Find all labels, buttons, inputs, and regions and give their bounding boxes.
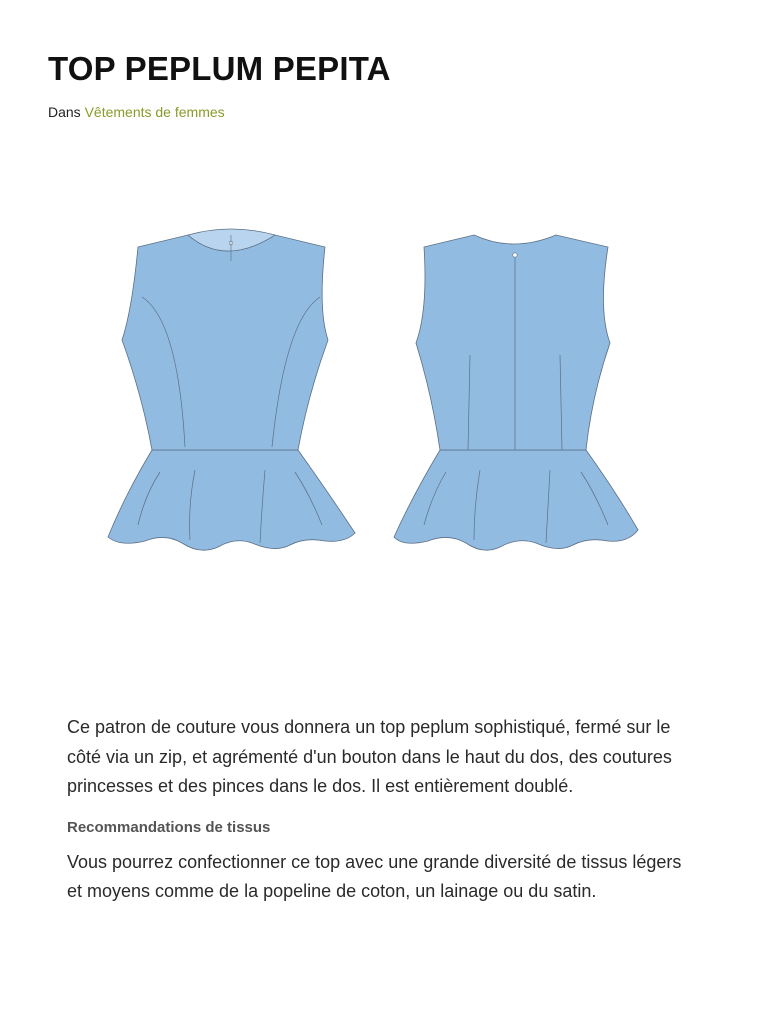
page-title: TOP PEPLUM PEPITA xyxy=(48,50,391,87)
front-bodice xyxy=(122,235,328,450)
category-prefix: Dans xyxy=(48,104,81,120)
fabric-subheading: Recommandations de tissus xyxy=(67,818,271,836)
back-view xyxy=(394,235,638,550)
back-bodice xyxy=(416,235,610,450)
back-button-icon xyxy=(513,253,517,257)
fabric-recommendation-text: Vous pourrez confectionner ce top avec une grande diversité de tissus légers et moyens comme de la popeline de coton, un lainage ou du satin. xyxy=(67,851,682,901)
back-peplum xyxy=(394,450,638,550)
category-link[interactable]: Vêtements de femmes xyxy=(84,104,225,120)
breadcrumb xyxy=(48,104,225,120)
description-text: Ce patron de couture vous donnera un top peplum sophistiqué, fermé sur le côté via un zip, et agrémenté d'un bouton dans le haut du dos, des coutures princesses et des pinces dans le dos. Il est entièrement doublé. xyxy=(67,717,672,796)
front-peplum xyxy=(108,450,355,550)
garment-illustration xyxy=(100,225,660,565)
front-view xyxy=(108,229,355,550)
description-section xyxy=(67,713,687,907)
